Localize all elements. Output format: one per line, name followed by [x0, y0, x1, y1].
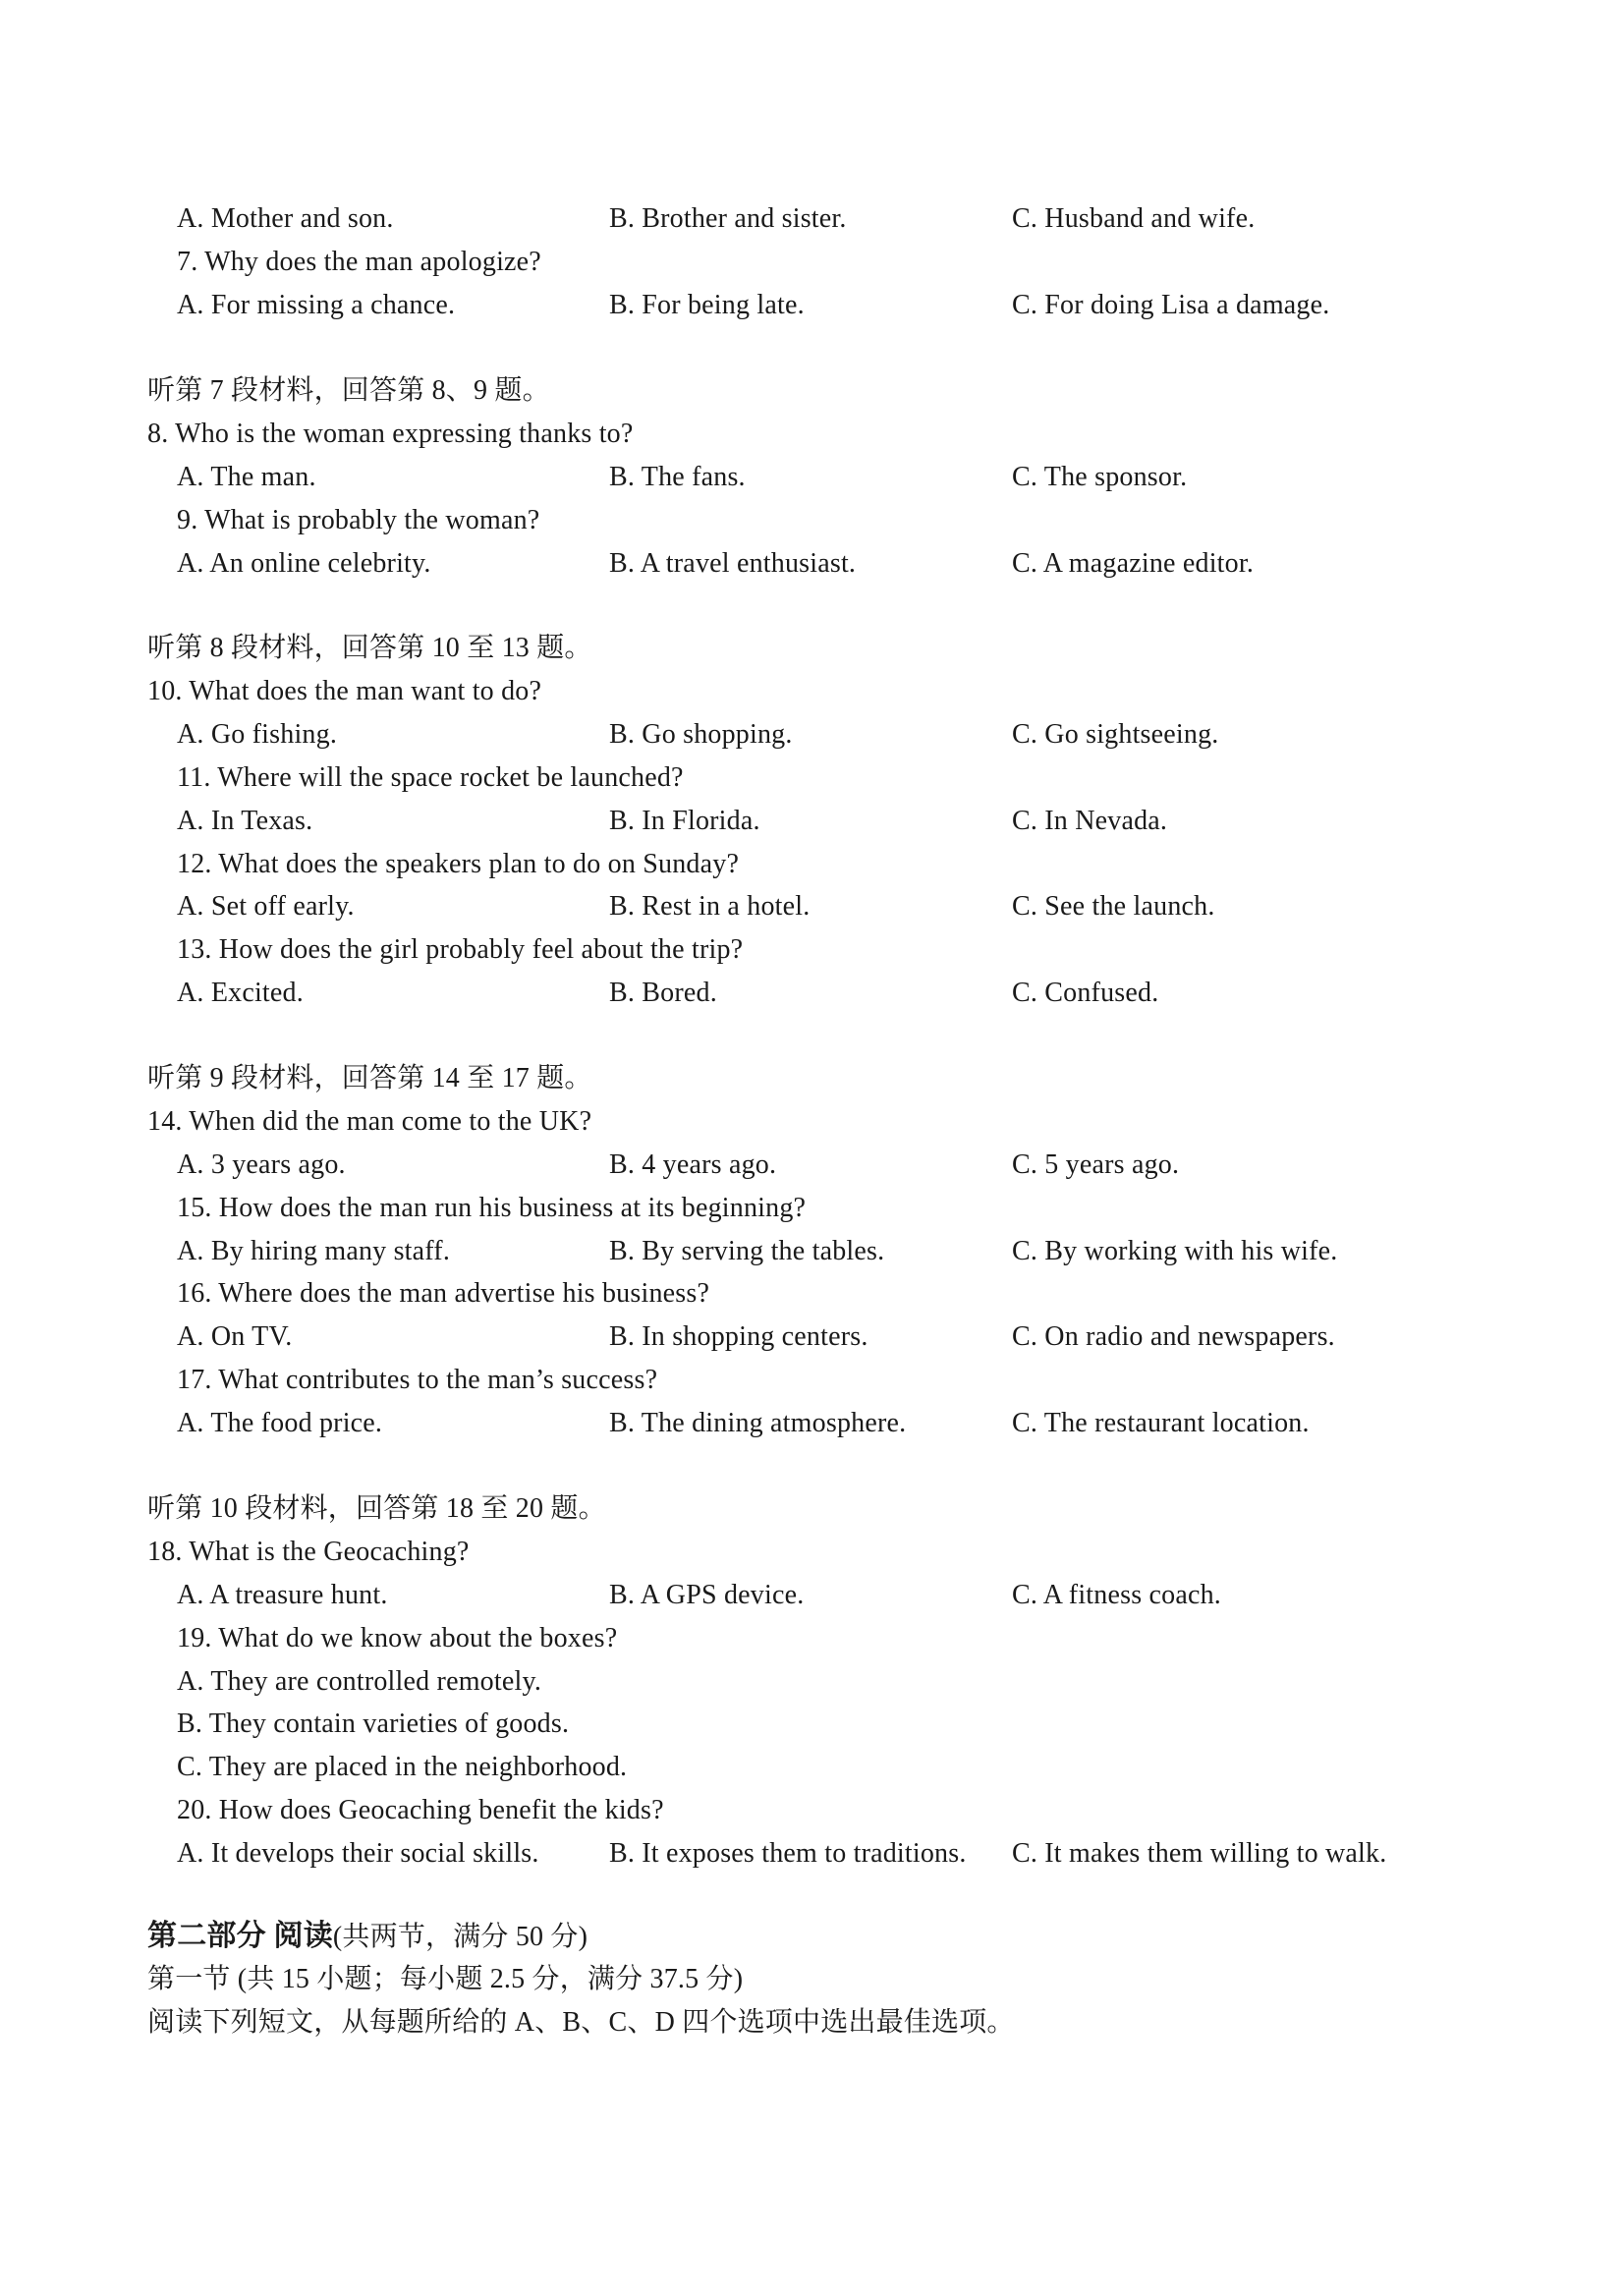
q7-option-a: A. For missing a chance.: [177, 290, 456, 320]
part2-title-bold: 第二部分 阅读: [147, 1920, 333, 1952]
section-10-heading: 听第 10 段材料，回答第 18 至 20 题。: [147, 1493, 606, 1524]
q16-question: 16. Where does the man advertise his business?: [177, 1278, 710, 1309]
section-7-heading: 听第 7 段材料，回答第 8、9 题。: [147, 375, 550, 406]
q16-option-c: C. On radio and newspapers.: [1012, 1321, 1335, 1352]
q12-option-a: A. Set off early.: [177, 891, 355, 922]
part2-instruction: 阅读下列短文，从每题所给的 A、B、C、D 四个选项中选出最佳选项。: [147, 2007, 1015, 2038]
q14-question: 14. When did the man come to the UK?: [147, 1106, 592, 1137]
q7-option-b: B. For being late.: [609, 290, 805, 320]
q20-option-a: A. It develops their social skills.: [177, 1838, 539, 1869]
q20-option-c: C. It makes them willing to walk.: [1012, 1838, 1387, 1869]
q9-question: 9. What is probably the woman?: [177, 505, 540, 535]
q14-option-a: A. 3 years ago.: [177, 1149, 346, 1180]
q11-option-b: B. In Florida.: [609, 806, 760, 836]
q20-option-b: B. It exposes them to traditions.: [609, 1838, 967, 1869]
q10-option-c: C. Go sightseeing.: [1012, 719, 1219, 750]
q10-option-a: A. Go fishing.: [177, 719, 338, 750]
q15-option-a: A. By hiring many staff.: [177, 1236, 451, 1266]
q14-option-b: B. 4 years ago.: [609, 1149, 777, 1180]
q12-option-c: C. See the launch.: [1012, 891, 1215, 922]
q8-option-b: B. The fans.: [609, 462, 746, 492]
q8-option-a: A. The man.: [177, 462, 316, 492]
q9-option-a: A. An online celebrity.: [177, 548, 431, 579]
q20-question: 20. How does Geocaching benefit the kids?: [177, 1795, 664, 1825]
q13-option-c: C. Confused.: [1012, 978, 1159, 1008]
q15-option-c: C. By working with his wife.: [1012, 1236, 1338, 1266]
q9-option-b: B. A travel enthusiast.: [609, 548, 857, 579]
section-9-heading: 听第 9 段材料，回答第 14 至 17 题。: [147, 1063, 592, 1093]
q17-option-b: B. The dining atmosphere.: [609, 1408, 907, 1438]
q12-option-b: B. Rest in a hotel.: [609, 891, 811, 922]
q10-option-b: B. Go shopping.: [609, 719, 793, 750]
part2-title: [147, 1920, 588, 1954]
q8-question: 8. Who is the woman expressing thanks to?: [147, 419, 634, 449]
q19-option-b: B. They contain varieties of goods.: [177, 1708, 570, 1739]
q7-question: 7. Why does the man apologize?: [177, 247, 541, 277]
q17-option-a: A. The food price.: [177, 1408, 383, 1438]
q16-option-a: A. On TV.: [177, 1321, 293, 1352]
q19-option-c: C. They are placed in the neighborhood.: [177, 1752, 628, 1782]
q11-question: 11. Where will the space rocket be launched?: [177, 762, 684, 793]
q19-option-a: A. They are controlled remotely.: [177, 1666, 542, 1697]
q16-option-b: B. In shopping centers.: [609, 1321, 868, 1352]
q18-option-a: A. A treasure hunt.: [177, 1580, 388, 1610]
q18-question: 18. What is the Geocaching?: [147, 1537, 470, 1567]
q6-option-b: B. Brother and sister.: [609, 203, 847, 234]
q9-option-c: C. A magazine editor.: [1012, 548, 1255, 579]
q6-option-a: A. Mother and son.: [177, 203, 394, 234]
q8-option-c: C. The sponsor.: [1012, 462, 1188, 492]
q15-question: 15. How does the man run his business at its beginning?: [177, 1193, 807, 1223]
part2-title-score: (共两节，满分 50 分): [332, 1922, 588, 1952]
q18-option-b: B. A GPS device.: [609, 1580, 805, 1610]
q19-question: 19. What do we know about the boxes?: [177, 1623, 618, 1653]
q15-option-b: B. By serving the tables.: [609, 1236, 885, 1266]
q17-question: 17. What contributes to the man’s success?: [177, 1365, 658, 1395]
section-8-heading: 听第 8 段材料，回答第 10 至 13 题。: [147, 633, 592, 663]
q13-option-b: B. Bored.: [609, 978, 717, 1008]
q12-question: 12. What does the speakers plan to do on Sunday?: [177, 849, 740, 879]
q11-option-c: C. In Nevada.: [1012, 806, 1168, 836]
q7-option-c: C. For doing Lisa a damage.: [1012, 290, 1330, 320]
q11-option-a: A. In Texas.: [177, 806, 313, 836]
q10-question: 10. What does the man want to do?: [147, 676, 542, 706]
q17-option-c: C. The restaurant location.: [1012, 1408, 1310, 1438]
q18-option-c: C. A fitness coach.: [1012, 1580, 1221, 1610]
q6-option-c: C. Husband and wife.: [1012, 203, 1256, 234]
q14-option-c: C. 5 years ago.: [1012, 1149, 1180, 1180]
q13-option-a: A. Excited.: [177, 978, 304, 1008]
q13-question: 13. How does the girl probably feel about the trip?: [177, 934, 744, 965]
part2-section1-heading: 第一节 (共 15 小题；每小题 2.5 分，满分 37.5 分): [147, 1964, 744, 1994]
